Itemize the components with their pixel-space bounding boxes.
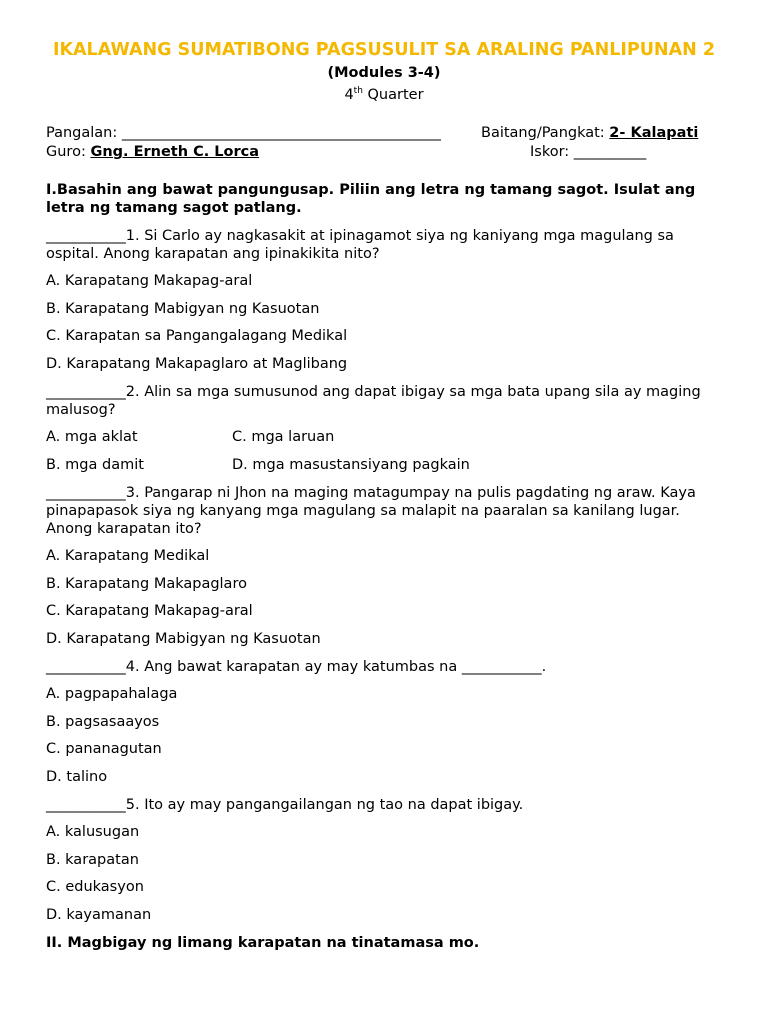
q5-option-c: C. edukasyon [46,879,144,896]
q1-option-d: D. Karapatang Makapaglaro at Maglibang [46,355,348,372]
q2-option-b: B. mga damit [46,456,144,473]
score-blank[interactable]: __________ [573,143,647,160]
worksheet-title: IKALAWANG SUMATIBONG PAGSUSULIT SA ARALING PANLIPUNAN 2 [52,40,716,60]
q1-option-a: A. Karapatang Makapag-aral [46,273,253,290]
student-info [46,124,722,162]
q1-option-c: C. Karapatan sa Pangangalagang Medikal [46,328,348,345]
q3-option-d: D. Karapatang Mabigyan ng Kasuotan [46,630,321,647]
question-5: ___________5. Ito ay may pangangailangan ng tao na dapat ibigay. [46,796,524,813]
q4-option-a: A. pagpapahalaga [46,686,178,703]
score-section [530,143,646,162]
q2-options-row-2 [46,456,722,474]
q5-option-d: D. kayamanan [46,906,152,923]
grade-label: Baitang/Pangkat: [481,124,610,141]
teacher-label: Guro: [46,143,91,160]
q2-options-row-1 [46,428,722,446]
question-3: ___________3. Pangarap ni Jhon na maging matagumpay na pulis pagdating ng araw. Kaya pinapapasok siya ng kanyang mga magulang sa malapit na paaralan sa kanilang lugar. Anong karapatan ito? [46,484,696,537]
grade-value: 2- Kalapati [609,124,699,141]
info-row-2 [46,143,722,162]
q4-option-c: C. pananagutan [46,741,162,758]
name-label: Pangalan: [46,124,122,141]
quarter-number: 4 [344,86,354,103]
q3-option-c: C. Karapatang Makapag-aral [46,603,253,620]
modules-subtitle: (Modules 3-4) [327,65,441,81]
quarter-label [46,82,722,104]
q2-option-c: C. mga laruan [232,429,335,446]
question-4: ___________4. Ang bawat karapatan ay may katumbas na ___________. [46,658,547,675]
quarter-ordinal: th [353,86,363,96]
q2-option-a: A. mga aklat [46,429,138,446]
q3-option-b: B. Karapatang Makapaglaro [46,575,247,592]
section-1-instructions: I.Basahin ang bawat pangungusap. Piliin ang letra ng tamang sagot. Isulat ang letra ng tamang sagot patlang. [46,181,696,216]
quarter-word: Quarter [362,86,424,103]
q4-option-b: B. pagsasaayos [46,713,160,730]
q5-option-a: A. kalusugan [46,824,140,841]
teacher-name: Gng. Erneth C. Lorca [90,143,260,160]
grade-section [481,124,698,143]
section-2-instructions: II. Magbigay ng limang karapatan na tinatamasa mo. [46,934,480,951]
info-row-1 [46,124,722,143]
q5-option-b: B. karapatan [46,851,139,868]
worksheet-page [46,40,722,952]
question-2: ___________2. Alin sa mga sumusunod ang dapat ibigay sa mga bata upang sila ay maging malusog? [46,383,701,418]
q1-option-b: B. Karapatang Mabigyan ng Kasuotan [46,300,320,317]
q2-option-d: D. mga masustansiyang pagkain [232,456,470,473]
score-label: Iskor: [530,143,574,160]
q4-option-d: D. talino [46,768,108,785]
question-1: ___________1. Si Carlo ay nagkasakit at ipinagamot siya ng kaniyang mga magulang sa ospital. Anong karapatan ang ipinakikita nito? [46,227,674,262]
q3-option-a: A. Karapatang Medikal [46,548,210,565]
name-blank[interactable]: ____________________________________________ [121,124,441,141]
